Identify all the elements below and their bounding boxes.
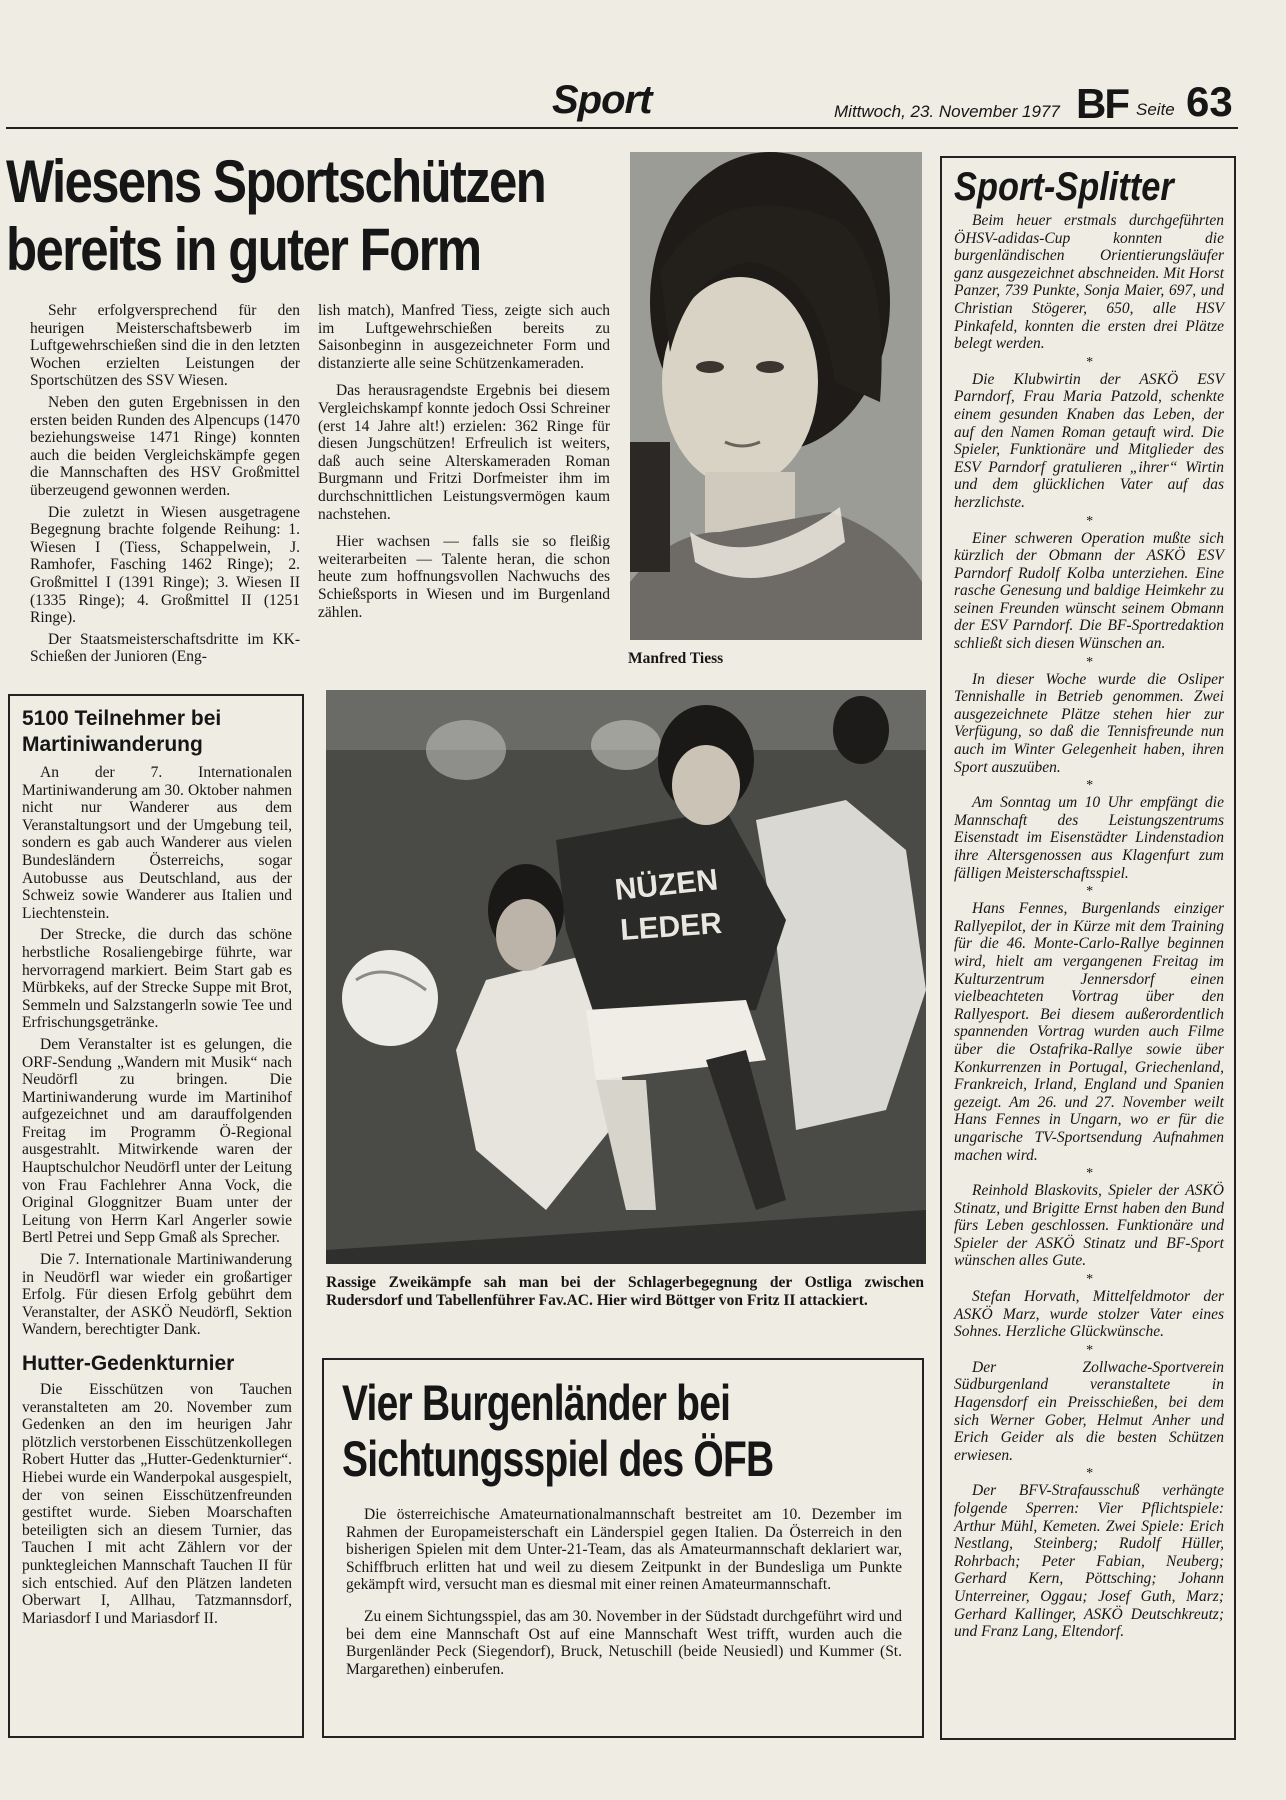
portrait-caption: Manfred Tiess bbox=[628, 650, 724, 667]
issue-date: Mittwoch, 23. November 1977 bbox=[834, 102, 1060, 121]
hutter-headline: Hutter-Gedenkturnier bbox=[22, 1352, 235, 1375]
article-paragraph: Der Staatsmeisterschaftsdritte im KK-Schießen der Junioren (Eng- bbox=[30, 630, 300, 666]
martini-paragraph: Dem Veranstalter ist es gelungen, die ORF-Sendung „Wandern mit Musik“ nach Neudörfl zu bringen. Die Martiniwanderung wurde im Martinihof aufgezeichnet und am darauffolgenden Freitag im Programm Ö-Regional ausgestrahlt. Mitwirkende waren der Hauptschulchor Neudörfl unter der Leitung von Frau Fachlehrer Anna Vock, die Original Gloggnitzer Buam unter der Leitung von Herrn Karl Angerler sowie Bertl Petrei und Sepp Gmaß als Sprecher. bbox=[22, 1035, 292, 1247]
splitter-item: Hans Fennes, Burgenlands einziger Rallyepilot, der in Kürze mit dem Training für die 46. Monte-Carlo-Rallye beginnen wird, hielt am vergangenen Freitag im Kulturzentrum Jennersdorf einen vielbeachteten Vortrag über den Rallyesport. Bei diesem außerordentlich spannenden Vortrag wurden auch Filme über die Ostafrika-Rallye sowie über Konkurrenzen in Portugal, Griechenland, Frankreich, Irland, England und Spanien gezeigt. Am 26. und 27. November weilt Hans Fennes in Ungarn, wo er für die ungarische TV-Sportsendung Aufnahmen machen wird. bbox=[954, 900, 1224, 1164]
section-title: Sport bbox=[552, 78, 652, 122]
page-number: 63 bbox=[1186, 78, 1233, 125]
jersey-text-bottom: LEDER bbox=[619, 906, 723, 947]
article-paragraph: Die zuletzt in Wiesen ausgetragene Begegnung brachte folgende Reihung: 1. Wiesen I (Tiess, Schappelwein, J. Ramhofer, Fasching 1462 Ringe); 2. Großmittel I (1391 Ringe); 3. Wiesen II (1335 Ringe); 4. Großmittel II (1251 Ringe). bbox=[30, 503, 300, 627]
page-label: Seite bbox=[1136, 100, 1175, 119]
portrait-photo bbox=[630, 152, 922, 640]
splitter-item: Reinhold Blaskovits, Spieler der ASKÖ Stinatz, und Brigitte Ernst haben den Bund fürs Leben geschlossen. Funktionäre und Spieler der ASKÖ Stinatz und BF-Sport wünschen alles Gute. bbox=[954, 1182, 1224, 1270]
asterisk-separator: * bbox=[1085, 1272, 1093, 1288]
main-article-col2 bbox=[318, 302, 610, 625]
football-caption: Rassige Zweikämpfe sah man bei der Schlagerbegegnung der Ostliga zwischen Rudersdorf und Tabellenführer Fav.AC. Hier wird Böttger von Fritz II attackiert. bbox=[326, 1274, 924, 1309]
oefb-paragraph: Zu einem Sichtungsspiel, das am 30. November in der Südstadt durchgeführt wird und bei dem eine Mannschaft Ost auf eine Mannschaft West trifft, wurden auch die Burgenländer Peck (Siegendorf), Bruck, Netuschill (beide Neusiedl) und Kummer (St. Margarethen) einberufen. bbox=[346, 1607, 902, 1678]
asterisk-separator: * bbox=[1085, 654, 1093, 670]
martini-paragraph: Der Strecke, die durch das schöne herbstliche Rosaliengebirge führte, war hervorragend markiert. Beim Start gab es Mürbkeks, auf der Strecke Suppe mit Brot, Semmeln und Salzstangerln sowie Tee und Erfrischungsgetränke. bbox=[22, 926, 292, 1032]
football-photo bbox=[326, 690, 926, 1264]
page-header bbox=[0, 60, 1286, 130]
asterisk-separator: * bbox=[1085, 1466, 1093, 1482]
asterisk-separator: * bbox=[1085, 1342, 1093, 1358]
header-rule bbox=[6, 127, 1238, 129]
article-paragraph: Das herausragendste Ergebnis bei diesem Vergleichskampf konnte jedoch Ossi Schreiner (erst 14 Jahre alt!) erzielen: 362 Ringe für diesen Jungschützen! Erfreulich ist weiters, daß auch seine Alterskameraden Roman Burgmann und Fritzi Dorfmeister ihm im durchschnittlichen Leistungsvermögen kaum nachstehen. bbox=[318, 382, 610, 523]
martini-article bbox=[22, 706, 292, 1631]
splitter-item: In dieser Woche wurde die Osliper Tennishalle in Betrieb genommen. Zwei ausgezeichnete Plätze stehen hier zur Verfügung, so daß die Tennisfreunde nun auch im Winter Gelegenheit haben, ihren Sport auszuüben. bbox=[954, 670, 1224, 776]
article-paragraph: Neben den guten Ergebnissen in den ersten beiden Runden des Alpencups (1470 beziehungsweise 1471 Ringe) konnten auch die beiden Vergleichskämpfe gegen die Mannschaften des HSV Großmittel überzeugend gewonnen werden. bbox=[30, 393, 300, 499]
main-article-col1 bbox=[30, 302, 300, 670]
jersey-text-top: NÜZEN bbox=[613, 863, 720, 907]
martini-headline: 5100 Teilnehmer bei Martiniwanderung bbox=[22, 707, 222, 756]
splitter-item: Stefan Horvath, Mittelfeldmotor der ASKÖ Marz, wurde stolzer Vater eines Sohnes. Herzliche Glückwünsche. bbox=[954, 1288, 1224, 1341]
portrait-illustration bbox=[630, 152, 922, 640]
football-illustration bbox=[326, 690, 926, 1264]
newspaper-logo: BF bbox=[1076, 80, 1128, 127]
splitter-headline: Sport-Splitter bbox=[954, 165, 1174, 209]
asterisk-separator: * bbox=[1085, 778, 1093, 794]
splitter-item: Einer schweren Operation mußte sich kürzlich der Obmann der ASKÖ ESV Parndorf Rudolf Kolba unterziehen. Eine rasche Genesung und baldige Heimkehr zu seinen Freunden wünscht seinem Obmann der ESV Parndorf. Die BF-Sportredaktion schließt sich diesen Wünschen an. bbox=[954, 529, 1224, 653]
oefb-headline-line1: Vier Burgenländer bei bbox=[342, 1375, 731, 1431]
asterisk-separator: * bbox=[1085, 884, 1093, 900]
hutter-paragraph: Die Eisschützen von Tauchen veranstalteten am 20. November zum Gedenken an den im heurigen Jahr plötzlich verstorbenen Eisschützenkollegen Robert Hutter das „Hutter-Gedenkturnier“. Hiebei wurde ein Wanderpokal ausgespielt, der von seinen Eisschützenfreunden gestiftet wurde. Sieben Moarschaften beteiligten sich an diesem Turnier, das Tauchen I mit acht Zählern vor der punktegleichen Mannschaft Tauchen II für sich entschied. Auf den Plätzen landeten Oberwart I, Allhau, Tatzmannsdorf, Mariasdorf I und Mariasdorf II. bbox=[22, 1381, 292, 1627]
article-paragraph: lish match), Manfred Tiess, zeigte sich auch im Luftgewehrschießen bereits zu Saisonbeginn in ausgezeichneter Form und distanzierte alle seine Schützenkameraden. bbox=[318, 302, 610, 372]
asterisk-separator: * bbox=[1085, 1166, 1093, 1182]
splitter-item: Am Sonntag um 10 Uhr empfängt die Mannschaft des Leistungszentrums Eisenstadt im Eisenstädter Lindenstadion ihre Altersgenossen aus Klagenfurt zum fälligen Meisterschaftsspiel. bbox=[954, 794, 1224, 882]
asterisk-separator: * bbox=[1085, 513, 1093, 529]
splitter-item: Beim heuer erstmals durchgeführten ÖHSV-adidas-Cup konnten die burgenländischen Orientierungsläufer ganz ausgezeichnet abschneiden. Mit Horst Panzer, 739 Punkte, Sonja Maier, 697, und Christian Stögerer, 650, alle HSV Pinkafeld, konnten die ersten drei Plätze belegt werden. bbox=[954, 212, 1224, 353]
article-paragraph: Sehr erfolgversprechend für den heurigen Meisterschaftsbewerb im Luftgewehrschießen sind die in den letzten Wochen erzielten Leistungen der Sportschützen des SSV Wiesen. bbox=[30, 302, 300, 390]
martini-paragraph: An der 7. Internationalen Martiniwanderung am 30. Oktober nahmen nicht nur Wanderer aus dem Veranstaltungsort und der Umgebung teil, sondern es gab auch Wanderer aus vielen Bundesländern Österreichs, sogar Autobusse aus Deutschland, aus der Schweiz sowie Wanderer aus Italien und Liechtenstein. bbox=[22, 764, 292, 922]
splitter-item: Der Zollwache-Sportverein Südburgenland veranstaltete in Hagensdorf ein Preisschießen, bei dem sich Werner Gober, Helmut Anher und Erich Geider als die besten Schützen erwiesen. bbox=[954, 1358, 1224, 1464]
splitter-items bbox=[954, 212, 1224, 1645]
main-headline-line2: bereits in guter Form bbox=[6, 216, 481, 283]
splitter-item: Der BFV-Strafausschuß verhängte folgende Sperren: Vier Pflichtspiele: Arthur Mühl, Kemeten. Zwei Spiele: Erich Nestlang, Steinberg; Rudolf Hüller, Rohrbach; Peter Fabian, Neuberg; Gerhard Kern, Pöttsching; Johann Unterreiner, Oggau; Josef Guth, Marz; Gerhard Kallinger, ASKÖ Deutschkreutz; und Franz Lang, Eltendorf. bbox=[954, 1482, 1224, 1641]
oefb-paragraph: Die österreichische Amateurnationalmannschaft bestreitet am 10. Dezember im Rahmen der Europameisterschaft ein Länderspiel gegen Italien. Da Österreich in den bisherigen Spielen mit dem Unter-21-Team, das als Amateurmannschaft deklariert war, Schiffbruch erlitten hat und weil zu diesem Zeitpunkt in der Bundesliga um Punkte gekämpft wird, versucht man es diesmal mit einer reinen Amateurmannschaft. bbox=[346, 1506, 902, 1594]
main-headline-line1: Wiesens Sportschützen bbox=[6, 148, 546, 215]
oefb-headline-line2: Sichtungsspiel des ÖFB bbox=[342, 1431, 774, 1487]
splitter-item: Die Klubwirtin der ASKÖ ESV Parndorf, Frau Maria Patzold, schenkte einem gesunden Knaben das Leben, der auf den Namen Roman getauft wird. Die Spieler, Funktionäre und Mitglieder des ESV Parndorf gratulieren „ihrer“ Wirtin und dem glücklichen Vater auf das herzlichste. bbox=[954, 370, 1224, 511]
asterisk-separator: * bbox=[1085, 354, 1093, 370]
martini-paragraph: Die 7. Internationale Martiniwanderung in Neudörfl war wieder ein großartiger Erfolg. Für diesen Erfolg gebührt dem Veranstalter, der ASKÖ Neudörfl, Sektion Wandern, berechtigter Dank. bbox=[22, 1251, 292, 1339]
oefb-article bbox=[346, 1506, 902, 1682]
article-paragraph: Hier wachsen — falls sie so fleißig weiterarbeiten — Talente heran, die schon heute zum hoffnungsvollen Nachwuchs des Schießsports in Wiesen und im Burgenland zählen. bbox=[318, 533, 610, 621]
